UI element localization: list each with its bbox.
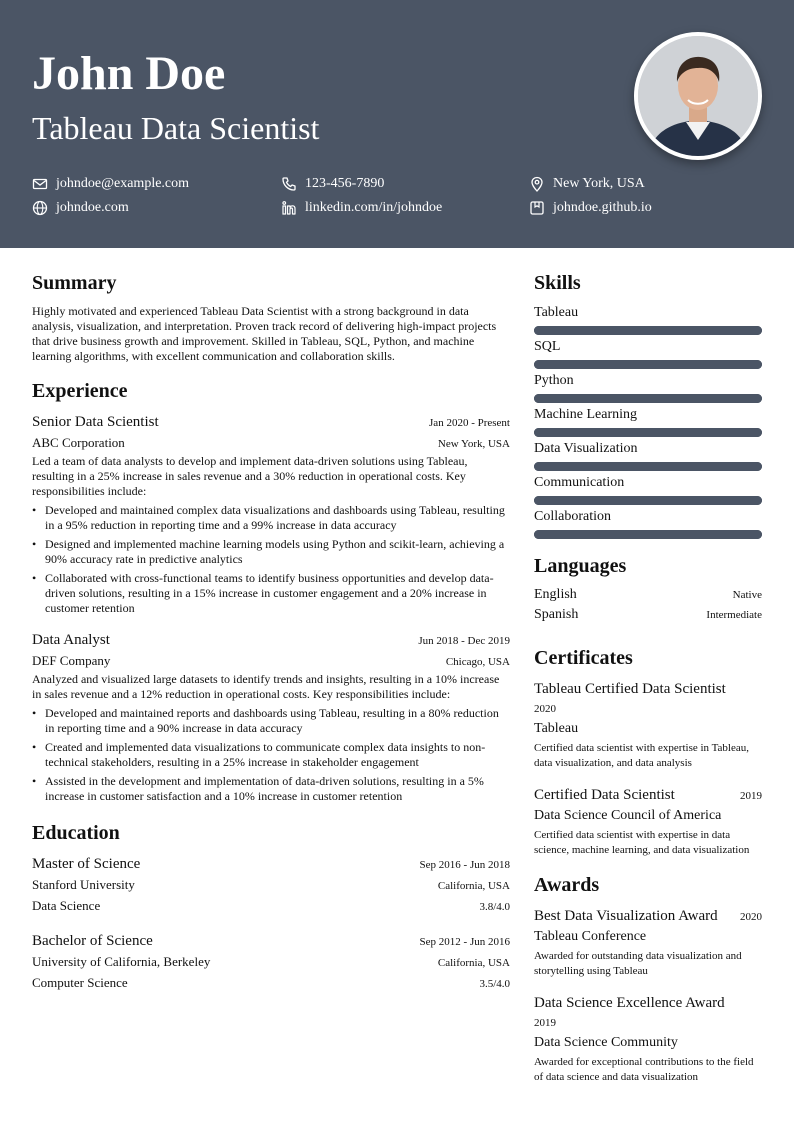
candidate-title: Tableau Data Scientist (32, 110, 320, 146)
certificate-title: Certified Data Scientist (534, 787, 675, 803)
contact-location (529, 174, 645, 194)
award-description: Awarded for exceptional contributions to the field of data science and data visualization (534, 1056, 754, 1083)
job-responsibilities (32, 706, 510, 804)
education-item (32, 854, 510, 917)
degree: Master of Science (32, 856, 141, 872)
summary-text: Highly motivated and experienced Tableau Data Scientist with a strong background in data analysis, visualization, and interpretation. Proven track record of delivering high-impact projects that drive business growth and improvement. Skilled in Tableau, SQL, Python, and machine learning algorithms, with excellent communication and collaboration skills. (32, 304, 497, 363)
education-section (32, 820, 510, 994)
mail-icon (32, 176, 48, 192)
language-level: Intermediate (706, 609, 762, 621)
profile-photo (634, 32, 762, 160)
skill-name: Collaboration (534, 509, 611, 524)
contact-github-text: johndoe.github.io (553, 200, 652, 215)
skill-bar-fill (534, 360, 762, 369)
award-title: Data Science Excellence Award (534, 995, 725, 1011)
certificate-date: 2019 (740, 790, 762, 802)
summary-heading: Summary (32, 272, 117, 294)
education-date: Sep 2012 - Jun 2016 (419, 936, 510, 948)
gpa: 3.5/4.0 (479, 978, 510, 990)
field-of-study: Data Science (32, 898, 101, 913)
skill-item (534, 338, 762, 369)
contact-github[interactable] (529, 198, 652, 218)
skill-name: Data Visualization (534, 441, 638, 456)
job-bullet: • Assisted in the development and implementation of data-driven solutions, resulting in a 5% increase in customer satisfaction and a 10% increase in customer retention (32, 774, 510, 804)
contact-phone-text: 123-456-7890 (305, 176, 385, 191)
education-date: Sep 2016 - Jun 2018 (419, 859, 510, 871)
job-location: New York, USA (437, 438, 510, 450)
certificate-title: Tableau Certified Data Scientist (534, 681, 726, 697)
skill-name: Tableau (534, 305, 579, 320)
job-position: Data Analyst (32, 632, 110, 648)
job-company: ABC Corporation (32, 435, 125, 450)
skill-bar-fill (534, 496, 762, 505)
contact-website[interactable] (32, 198, 129, 218)
awards-heading: Awards (534, 874, 600, 896)
location-icon (529, 176, 545, 192)
certificate-issuer: Tableau (534, 721, 579, 736)
skills-section (534, 270, 762, 539)
profile-photo-illustration (638, 36, 758, 156)
job-bullet: • Developed and maintained reports and dashboards using Tableau, resulting in a 80% reduction in reporting time and a 90% increase in data accuracy (32, 706, 510, 736)
contact-linkedin-text: linkedin.com/in/johndoe (305, 200, 443, 215)
certificate-item (534, 679, 762, 771)
experience-section (32, 378, 510, 804)
resume-header (0, 0, 794, 248)
job-responsibilities (32, 503, 510, 616)
certificate-item (534, 785, 762, 858)
certificates-section (534, 645, 762, 858)
contact-phone[interactable] (281, 174, 384, 194)
skill-bar (534, 462, 762, 471)
language-item (534, 607, 762, 627)
language-name: Spanish (534, 607, 579, 622)
skill-item (534, 474, 762, 505)
experience-heading: Experience (32, 380, 128, 402)
contact-website-text: johndoe.com (56, 200, 129, 215)
job-company: DEF Company (32, 653, 111, 668)
phone-icon (281, 176, 297, 192)
job-position: Senior Data Scientist (32, 414, 159, 430)
award-issuer: Tableau Conference (534, 929, 647, 944)
skill-name: SQL (534, 339, 561, 354)
skill-bar (534, 530, 762, 539)
certificate-issuer: Data Science Council of America (534, 808, 722, 823)
skill-bar (534, 496, 762, 505)
skill-item (534, 406, 762, 437)
certificates-heading: Certificates (534, 647, 633, 669)
award-item (534, 906, 762, 979)
job-location: Chicago, USA (445, 656, 510, 668)
globe-icon (32, 200, 48, 216)
skill-bar-fill (534, 428, 762, 437)
award-date: 2019 (534, 1017, 556, 1029)
skill-bar (534, 326, 762, 335)
skill-bar (534, 360, 762, 369)
skill-bar (534, 428, 762, 437)
languages-section (534, 553, 762, 627)
linkedin-icon (281, 200, 297, 216)
sidebar-column (534, 270, 762, 1085)
award-item (534, 993, 762, 1085)
job-bullet: • Designed and implemented machine learning models using Python and scikit-learn, achieving a 90% accuracy rate in predictive analytics (32, 537, 510, 567)
certificate-date: 2020 (534, 703, 556, 715)
skill-item (534, 440, 762, 471)
skill-name: Machine Learning (534, 407, 638, 422)
job-summary: Led a team of data analysts to develop and implement data-driven solutions using Tableau, resulting in a 25% increase in sales revenue and a 30% reduction in operational costs. Key responsibilities include: (32, 454, 468, 498)
education-item (32, 931, 510, 994)
job-date: Jan 2020 - Present (429, 417, 510, 429)
skill-bar-fill (534, 462, 762, 471)
skill-item (534, 304, 762, 335)
job-bullet: • Created and implemented data visualizations to communicate complex data insights to non-technical stakeholders, resulting in a 25% increase in stakeholder engagement (32, 740, 510, 770)
skill-name: Communication (534, 475, 625, 490)
skill-item (534, 508, 762, 539)
gpa: 3.8/4.0 (479, 901, 510, 913)
job-date: Jun 2018 - Dec 2019 (418, 635, 510, 647)
award-title: Best Data Visualization Award (534, 908, 718, 924)
awards-section (534, 872, 762, 1085)
job-bullet: • Developed and maintained complex data visualizations and dashboards using Tableau, resulting in a 95% reduction in reporting time and a 99% increase in data accuracy (32, 503, 510, 533)
contact-linkedin[interactable] (281, 198, 442, 218)
award-date: 2020 (740, 911, 762, 923)
education-heading: Education (32, 822, 120, 844)
job-summary: Analyzed and visualized large datasets to identify trends and insights, resulting in a 10% increase in sales revenue and a 12% reduction in operational costs. Key responsibilities include: (32, 672, 500, 701)
skill-name: Python (534, 373, 574, 388)
school: Stanford University (32, 877, 135, 892)
award-description: Awarded for outstanding data visualization and storytelling using Tableau (534, 950, 742, 977)
skill-bar-fill (534, 394, 762, 403)
certificate-description: Certified data scientist with expertise in data science, machine learning, and data visualization (534, 829, 750, 856)
award-issuer: Data Science Community (534, 1035, 678, 1050)
job-bullet: • Collaborated with cross-functional teams to identify business opportunities and develop data-driven solutions, resulting in a 15% increase in customer engagement and a 20% increase in customer retention (32, 571, 510, 616)
contact-email[interactable] (32, 174, 189, 194)
skills-list (534, 304, 762, 539)
main-column (32, 270, 510, 994)
degree: Bachelor of Science (32, 933, 153, 949)
experience-item (32, 412, 510, 616)
language-name: English (534, 587, 577, 602)
experience-item (32, 630, 510, 804)
skill-bar-fill (534, 530, 762, 539)
contact-location-text: New York, USA (553, 176, 645, 191)
skill-bar (534, 394, 762, 403)
contact-email-text: johndoe@example.com (56, 176, 190, 191)
summary-section (32, 270, 510, 364)
language-level: Native (732, 589, 762, 601)
skills-heading: Skills (534, 272, 581, 294)
github-icon (529, 200, 545, 216)
skill-bar-fill (534, 326, 762, 335)
language-item (534, 587, 762, 607)
certificate-description: Certified data scientist with expertise in Tableau, data visualization, and data analysis (534, 742, 749, 769)
school-location: California, USA (437, 880, 510, 892)
skill-item (534, 372, 762, 403)
field-of-study: Computer Science (32, 975, 128, 990)
school: University of California, Berkeley (32, 954, 211, 969)
candidate-name: John Doe (32, 47, 226, 100)
school-location: California, USA (437, 957, 510, 969)
languages-heading: Languages (534, 555, 627, 577)
